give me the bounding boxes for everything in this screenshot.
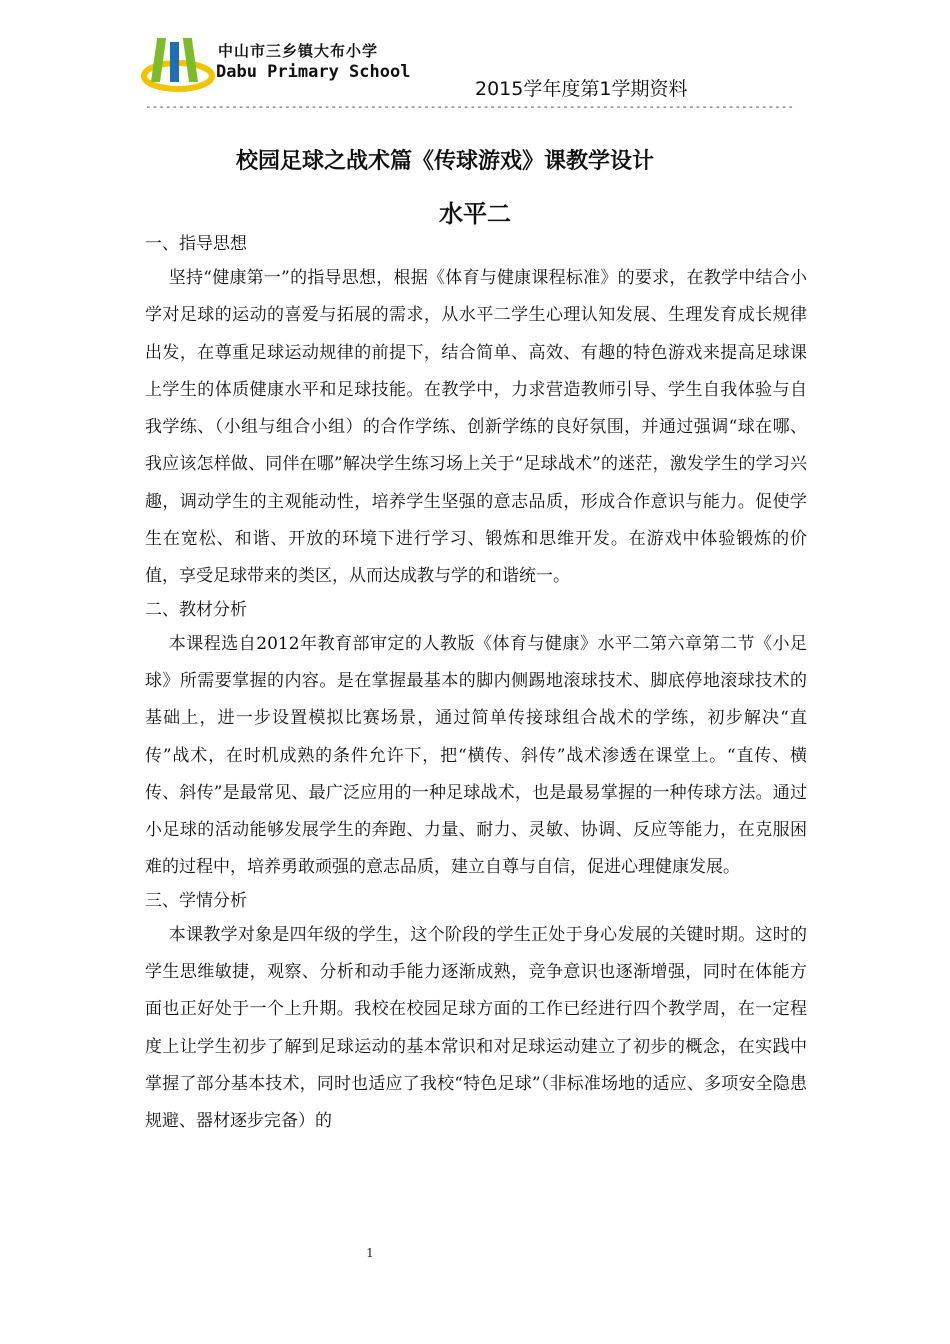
page-number: 1	[366, 1246, 374, 1260]
document-title: 校园足球之战术篇《传球游戏》课教学设计	[235, 149, 654, 174]
section-paragraph: 本课程选自2012年教育部审定的人教版《体育与健康》水平二第六章第二节《小足球》所需要掌握的内容。是在掌握最基本的脚内侧踢地滚球技术、脚底停地滚球技术的基础上，进一步设置模拟比赛场景，通过简单传接球组合战术的学练，初步解决“直传”战术，在时机成熟的条件允许下，把“横传、斜传”战术渗透在课堂上。“直传、横传、斜传”是最常见、最广泛应用的一种足球战术，也是最易掌握的一种传球方法。通过小足球的活动能够发展学生的奔跑、力量、耐力、灵敏、协调、反应等能力，在克服困难的过程中，培养勇敢顽强的意志品质，建立自尊与自信，促进心理健康发展。	[145, 633, 807, 878]
section-paragraph: 本课教学对象是四年级的学生，这个阶段的学生正处于身心发展的关键时期。这时的学生思维敏捷，观察、分析和动手能力逐渐成熟，竞争意识也逐渐增强，同时在体能方面也正好处于一个上升期。我校在校园足球方面的工作已经进行四个教学周，在一定程度上让学生初步了解到足球运动的基本常识和对足球运动建立了初步的概念，在实践中掌握了部分基本技术，同时也适应了我校“特色足球”（非标准场地的适应、多项安全隐患规避、器材逐步完备）的	[145, 924, 807, 1132]
school-name-cn: 中山市三乡镇大布小学	[218, 42, 379, 60]
document-body	[145, 230, 807, 1141]
header-divider: --------------------------------------------------------------------------------------------------	[145, 100, 795, 113]
section-heading: 二、教材分析	[145, 599, 247, 620]
section-heading: 一、指导思想	[145, 234, 247, 254]
document-subtitle: 水平二	[439, 200, 511, 228]
school-logo	[140, 32, 415, 94]
school-emblem-icon	[140, 32, 216, 94]
term-label: 2015学年度第1学期资料	[475, 78, 688, 100]
school-name-en: Dabu Primary School	[216, 62, 411, 82]
section-paragraph: 坚持“健康第一”的指导思想，根据《体育与健康课程标准》的要求，在教学中结合小学对足球的运动的喜爱与拓展的需求，从水平二学生心理认知发展、生理发育成长规律出发，在尊重足球运动规律的前提下，结合简单、高效、有趣的特色游戏来提高足球课上学生的体质健康水平和足球技能。在教学中，力求营造教师引导、学生自我体验与自我学练、（小组与组合小组）的合作学练、创新学练的良好氛围，并通过强调“球在哪、我应该怎样做、同伴在哪”解决学生练习场上关于“足球战术”的迷茫，激发学生的学习兴趣，调动学生的主观能动性，培养学生坚强的意志品质，形成合作意识与能力。促使学生在宽松、和谐、开放的环境下进行学习、锻炼和思维开发。在游戏中体验锻炼的价值，享受足球带来的类区，从而达成教与学的和谐统一。	[145, 268, 807, 587]
section-heading: 三、学情分析	[145, 890, 247, 911]
